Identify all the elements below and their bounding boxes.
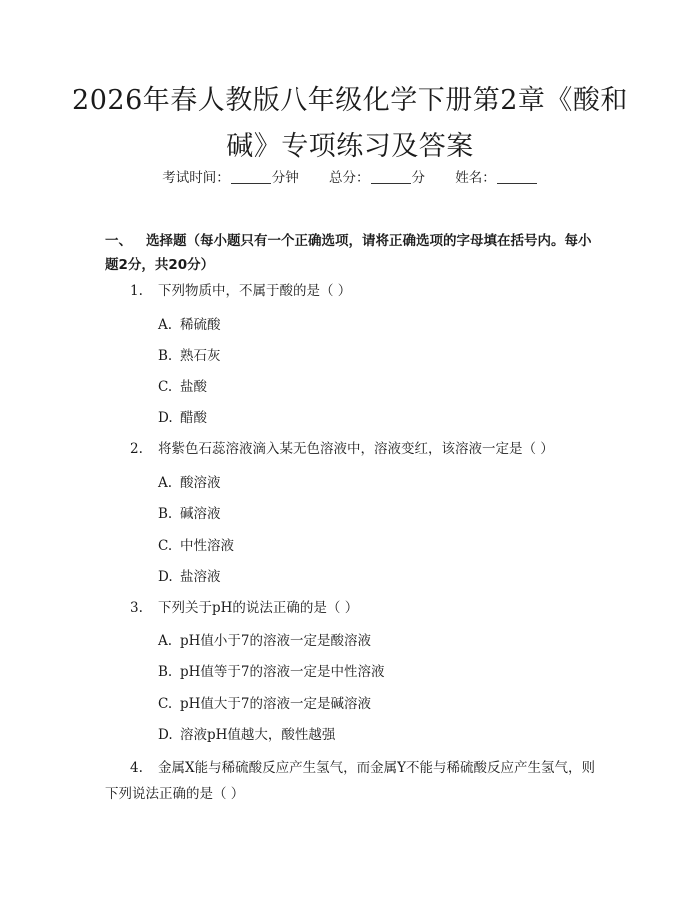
option-text: 酸溶液: [180, 475, 221, 491]
option-2a[interactable]: [158, 473, 598, 493]
question-3: [130, 596, 600, 620]
score-unit: 分: [411, 170, 425, 186]
question-stem: 下列物质中，不属于酸的是（ ）: [158, 283, 352, 299]
option-letter: B.: [158, 664, 173, 680]
option-letter: C.: [158, 538, 173, 554]
option-text: 盐酸: [180, 379, 207, 395]
option-letter: C.: [158, 379, 173, 395]
option-letter: C.: [158, 696, 173, 712]
option-text: 盐溶液: [180, 569, 221, 585]
option-3d[interactable]: [158, 725, 598, 745]
option-letter: A.: [158, 475, 173, 491]
question-number: 4.: [130, 760, 143, 776]
question-stem: 将紫色石蕊溶液滴入某无色溶液中，溶液变红，该溶液一定是（ ）: [158, 441, 554, 457]
time-unit: 分钟: [271, 170, 299, 186]
option-text: 熟石灰: [180, 348, 221, 364]
time-blank[interactable]: [231, 169, 271, 184]
option-2c[interactable]: [158, 536, 598, 556]
question-1: [130, 279, 600, 303]
question-stem: 下列关于pH的说法正确的是（ ）: [158, 600, 359, 616]
option-text: pH值等于7的溶液一定是中性溶液: [180, 664, 385, 680]
score-blank[interactable]: [371, 169, 411, 184]
option-letter: D.: [158, 727, 173, 743]
question-4: [105, 755, 600, 807]
option-1b[interactable]: [158, 346, 598, 366]
option-letter: B.: [158, 348, 173, 364]
time-label: 考试时间：: [162, 170, 230, 186]
option-2b[interactable]: [158, 504, 598, 524]
option-letter: B.: [158, 506, 173, 522]
name-label: 姓名：: [455, 170, 496, 186]
name-field: [455, 168, 538, 188]
option-3b[interactable]: [158, 662, 598, 682]
option-3c[interactable]: [158, 694, 598, 714]
score-label: 总分：: [329, 170, 370, 186]
option-letter: D.: [158, 569, 173, 585]
option-letter: A.: [158, 633, 173, 649]
option-text: 醋酸: [180, 410, 207, 426]
question-stem: 金属X能与稀硫酸反应产生氢气，而金属Y不能与稀硫酸反应产生氢气，则下列说法正确的是（ ）: [105, 760, 596, 802]
score-field: [329, 168, 425, 188]
option-text: 中性溶液: [180, 538, 234, 554]
option-text: pH值大于7的溶液一定是碱溶液: [180, 696, 372, 712]
section-heading: [105, 229, 600, 277]
section-instructions: 选择题（每小题只有一个正确选项，请将正确选项的字母填在括号内。每小题2分，共20分）: [105, 233, 592, 273]
option-letter: D.: [158, 410, 173, 426]
option-1a[interactable]: [158, 315, 598, 335]
option-1c[interactable]: [158, 377, 598, 397]
option-text: 稀硫酸: [180, 317, 221, 333]
option-text: 碱溶液: [180, 506, 221, 522]
option-letter: A.: [158, 317, 173, 333]
document-title: 2026年春人教版八年级化学下册第2章《酸和碱》专项练习及答案: [72, 85, 628, 162]
question-number: 3.: [130, 600, 143, 616]
exam-meta: [0, 168, 700, 188]
option-3a[interactable]: [158, 631, 598, 651]
time-field: [162, 168, 299, 188]
option-2d[interactable]: [158, 567, 598, 587]
name-blank[interactable]: [497, 169, 537, 184]
question-number: 1.: [130, 283, 143, 299]
option-text: pH值小于7的溶液一定是酸溶液: [180, 633, 372, 649]
question-number: 2.: [130, 441, 143, 457]
section-number: 一、: [105, 233, 132, 249]
option-text: 溶液pH值越大，酸性越强: [180, 727, 336, 743]
question-2: [130, 437, 600, 461]
option-1d[interactable]: [158, 408, 598, 428]
